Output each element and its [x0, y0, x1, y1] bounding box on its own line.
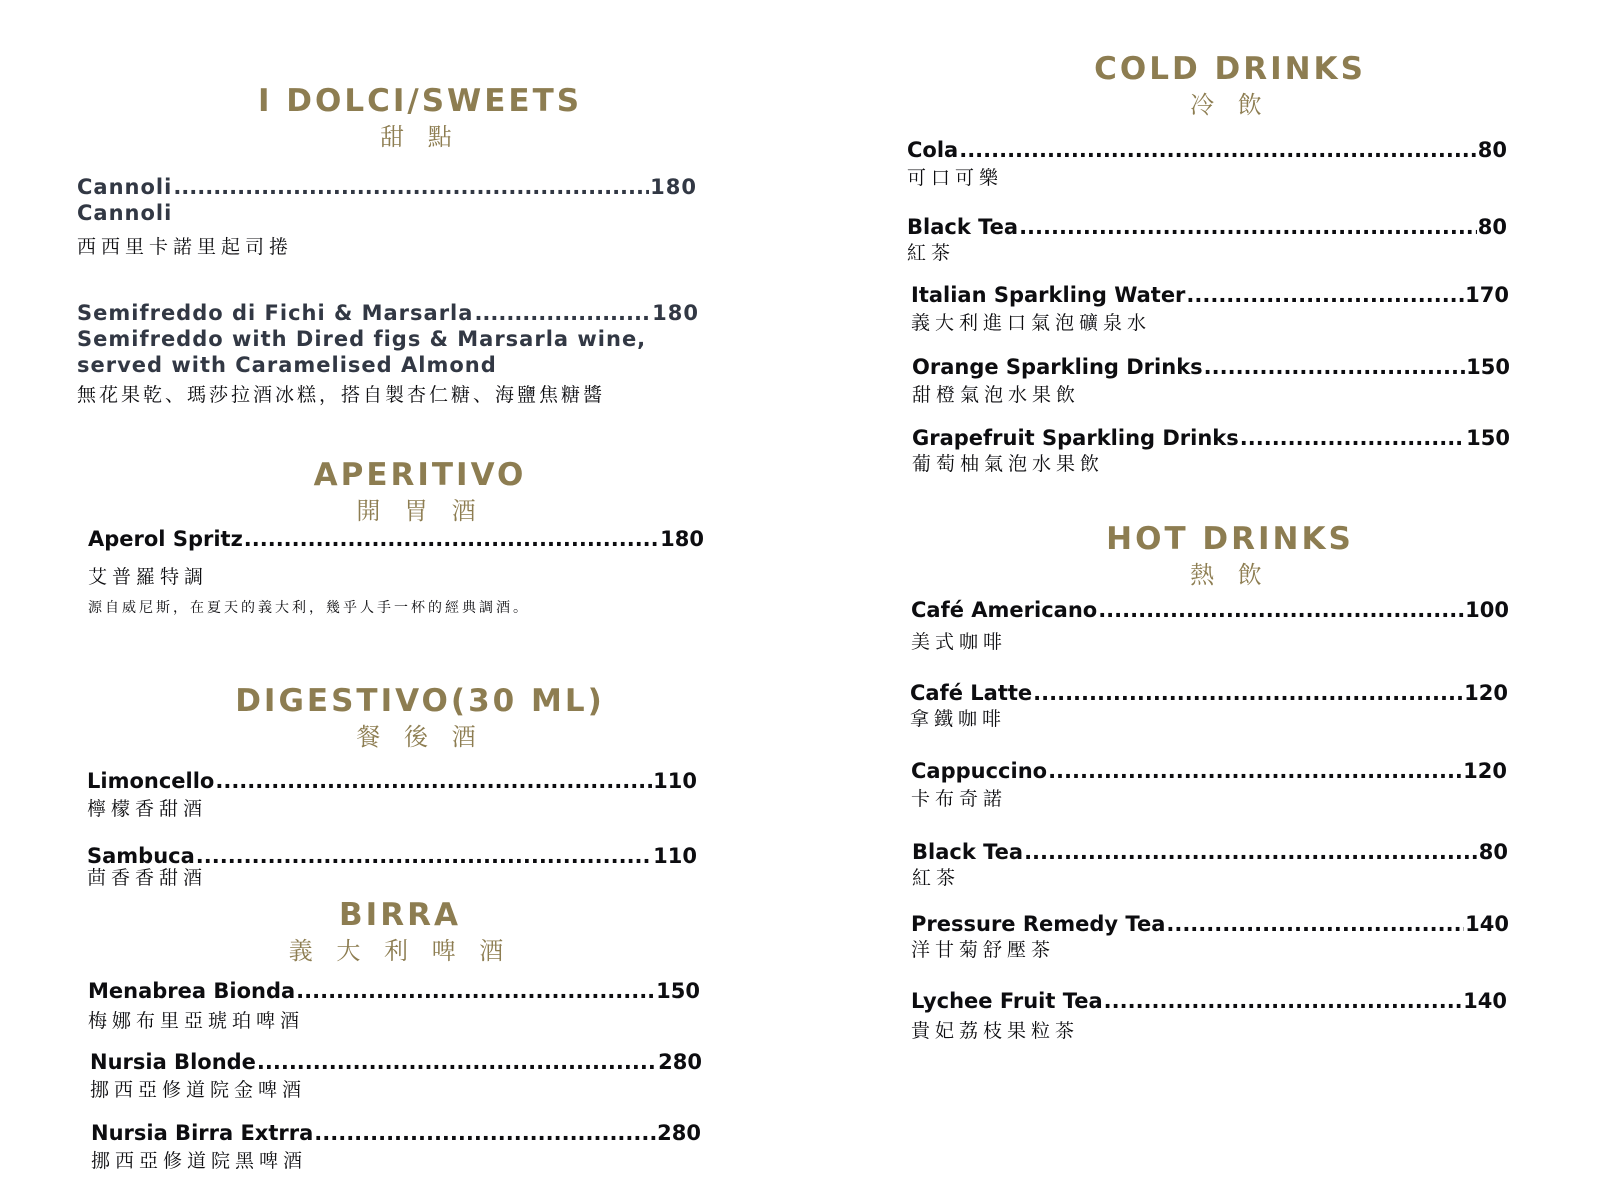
dot-leader — [314, 1120, 656, 1146]
item-subtitle: Semifreddo with Dired figs & Marsarla wine, served with Caramelised Almond — [77, 327, 647, 377]
menu-item — [90, 1049, 702, 1103]
menu-item — [912, 354, 1510, 408]
menu-item — [87, 843, 697, 891]
item-name: Cannoli — [77, 175, 173, 199]
section-title: HOT DRINKS — [1106, 521, 1354, 557]
section-title: APERITIVO — [313, 457, 527, 493]
item-price: 110 — [653, 844, 697, 868]
section-title-zh: 義 大 利 啤 酒 — [288, 937, 512, 965]
menu-item — [87, 768, 697, 822]
menu-item — [910, 680, 1508, 732]
item-name: Cappuccino — [911, 759, 1048, 783]
item-name-zh: 美式咖啡 — [911, 631, 1008, 653]
item-name-zh: 無花果乾、瑪莎拉酒冰糕，搭自製杏仁糖、海鹽焦糖醬 — [77, 384, 606, 406]
section-title-zh: 熱 飲 — [1190, 561, 1270, 589]
item-price: 150 — [656, 979, 700, 1003]
section-title-zh: 冷 飲 — [1190, 91, 1270, 119]
item-name-zh: 艾普羅特調 — [88, 566, 209, 588]
item-name: Cola — [907, 138, 959, 162]
item-name-zh: 甜橙氣泡水果飲 — [912, 384, 1081, 406]
menu-item — [907, 137, 1507, 191]
dot-leader — [1098, 597, 1464, 623]
dot-leader — [1024, 839, 1478, 865]
item-name-zh: 葡萄柚氣泡水果飲 — [912, 453, 1105, 475]
item-subtitle: Cannoli — [77, 201, 173, 225]
item-name-zh: 挪西亞修道院金啤酒 — [90, 1079, 307, 1101]
item-price: 150 — [1466, 355, 1510, 379]
section-heading-dolci — [180, 82, 660, 152]
dot-leader — [1019, 214, 1477, 240]
item-price: 100 — [1465, 598, 1509, 622]
item-name-zh: 茴香香甜酒 — [87, 867, 208, 889]
dot-leader — [296, 978, 655, 1004]
item-name: Aperol Spritz — [88, 527, 243, 551]
item-price: 280 — [658, 1050, 702, 1074]
menu-item — [911, 988, 1507, 1044]
dot-leader — [257, 1049, 657, 1075]
item-price: 80 — [1477, 215, 1507, 239]
menu-item — [77, 174, 697, 260]
item-price: 180 — [660, 527, 704, 551]
menu-item — [912, 839, 1508, 891]
section-title: I DOLCI/SWEETS — [257, 83, 583, 119]
dot-leader — [1104, 988, 1463, 1014]
item-name: Pressure Remedy Tea — [911, 912, 1166, 936]
item-price: 140 — [1465, 912, 1509, 936]
section-title: DIGESTIVO(30 ML) — [235, 683, 605, 719]
item-name: Sambuca — [87, 844, 195, 868]
dot-leader — [1048, 758, 1462, 784]
item-price: 80 — [1478, 840, 1508, 864]
section-heading-cold-drinks — [990, 50, 1470, 120]
menu-item — [77, 300, 699, 408]
item-name: Café Americano — [911, 598, 1098, 622]
item-price: 80 — [1477, 138, 1507, 162]
item-name-zh: 挪西亞修道院黑啤酒 — [91, 1150, 308, 1172]
item-name: Italian Sparkling Water — [911, 283, 1186, 307]
menu-item — [911, 597, 1509, 655]
item-name: Orange Sparkling Drinks — [912, 355, 1203, 379]
dot-leader — [1166, 911, 1464, 937]
item-name-zh: 紅茶 — [907, 242, 956, 264]
dot-leader — [244, 526, 659, 552]
item-name: Black Tea — [907, 215, 1019, 239]
item-price: 140 — [1463, 989, 1507, 1013]
item-name: Nursia Birra Extrra — [91, 1121, 314, 1145]
item-price: 180 — [652, 301, 699, 325]
item-name-zh: 拿鐵咖啡 — [910, 708, 1007, 730]
dot-leader — [474, 300, 651, 326]
menu-item — [91, 1120, 701, 1174]
menu-item — [911, 282, 1509, 336]
dot-leader — [1186, 282, 1464, 308]
item-name-zh: 梅娜布里亞琥珀啤酒 — [88, 1010, 305, 1032]
menu-item — [88, 978, 700, 1034]
menu-item — [911, 758, 1507, 812]
item-price: 280 — [657, 1121, 701, 1145]
item-name-zh: 可口可樂 — [907, 167, 1004, 189]
section-heading-digestivo — [170, 682, 670, 752]
item-name-zh: 卡布奇諾 — [911, 788, 1008, 810]
section-title-zh: 開 胃 酒 — [356, 497, 484, 525]
item-name: Menabrea Bionda — [88, 979, 296, 1003]
item-price: 170 — [1465, 283, 1509, 307]
dot-leader — [215, 768, 652, 794]
item-name-zh: 西西里卡諾里起司捲 — [77, 236, 294, 258]
item-name-zh: 義大利進口氣泡礦泉水 — [911, 312, 1152, 334]
item-name: Nursia Blonde — [90, 1050, 256, 1074]
dot-leader — [1204, 354, 1465, 380]
section-title-zh: 餐 後 酒 — [356, 723, 484, 751]
dot-leader — [1033, 680, 1463, 706]
item-name: Café Latte — [910, 681, 1033, 705]
menu-item — [911, 911, 1509, 963]
dot-leader — [173, 174, 649, 200]
dot-leader — [959, 137, 1477, 163]
item-name: Grapefruit Sparkling Drinks — [912, 426, 1239, 450]
item-name: Semifreddo di Fichi & Marsarla — [77, 301, 474, 325]
menu-item — [912, 425, 1510, 477]
item-name: Black Tea — [912, 840, 1024, 864]
menu-item — [907, 214, 1507, 266]
item-price: 120 — [1463, 759, 1507, 783]
section-heading-hot-drinks — [990, 520, 1470, 590]
section-heading-birra — [150, 896, 650, 966]
item-name-zh: 紅茶 — [912, 867, 961, 889]
item-price: 120 — [1464, 681, 1508, 705]
item-price: 150 — [1466, 426, 1510, 450]
item-name-zh: 檸檬香甜酒 — [87, 798, 208, 820]
item-name-zh: 貴妃荔枝果粒茶 — [911, 1020, 1080, 1042]
item-price: 110 — [653, 769, 697, 793]
dot-leader — [196, 843, 652, 869]
menu-item — [88, 526, 704, 618]
section-heading-aperitivo — [180, 456, 660, 526]
section-title-zh: 甜 點 — [380, 123, 460, 151]
section-title: COLD DRINKS — [1094, 51, 1366, 87]
item-name: Limoncello — [87, 769, 215, 793]
item-name: Lychee Fruit Tea — [911, 989, 1103, 1013]
dot-leader — [1240, 425, 1465, 451]
item-price: 180 — [650, 175, 697, 199]
item-description: 源自威尼斯，在夏天的義大利，幾乎人手一杯的經典調酒。 — [88, 600, 530, 616]
section-title: BIRRA — [339, 897, 461, 933]
item-name-zh: 洋甘菊舒壓茶 — [911, 939, 1056, 961]
